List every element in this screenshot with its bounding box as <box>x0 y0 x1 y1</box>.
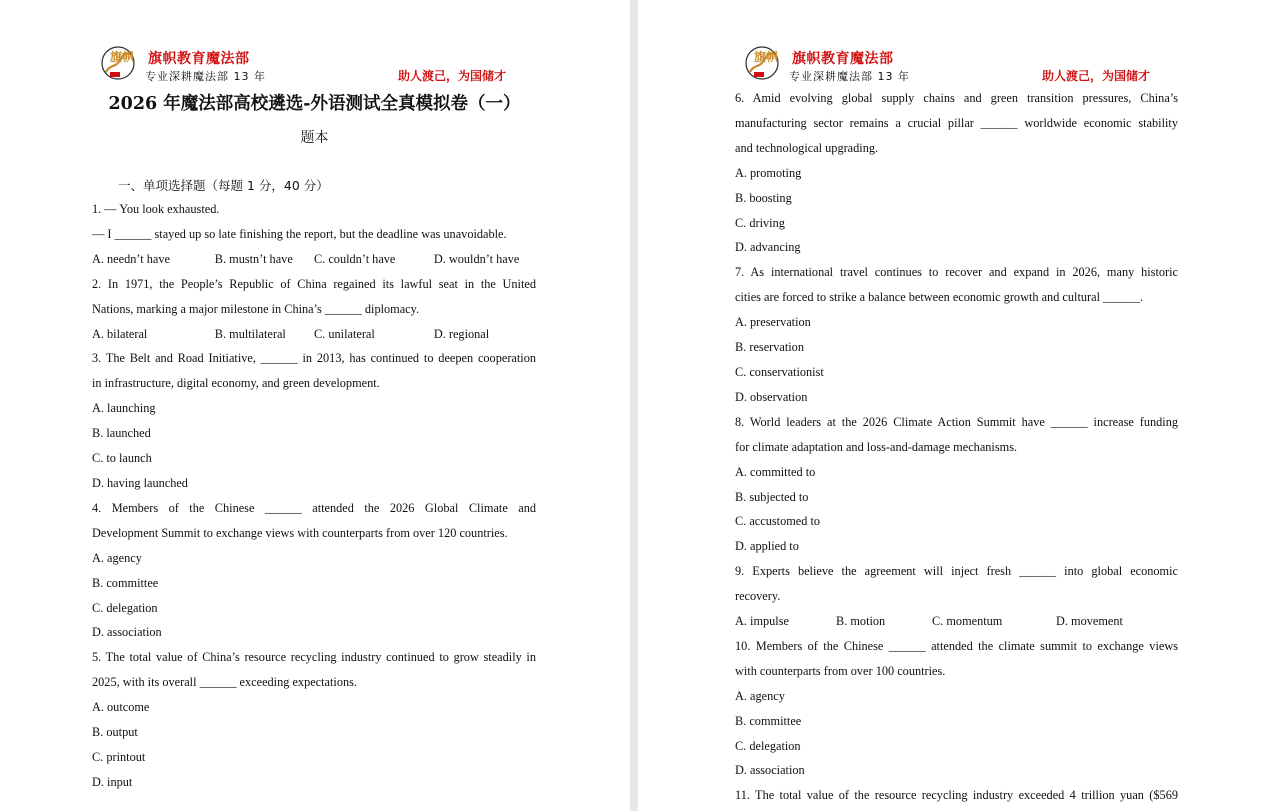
answer-option: B. motion <box>836 614 886 629</box>
svg-text:旗帜: 旗帜 <box>754 50 779 64</box>
answer-option: B. launched <box>92 426 151 441</box>
answer-option: C. to launch <box>92 451 152 466</box>
section-heading: 一、单项选择题（每题 1 分，40 分） <box>118 178 329 193</box>
question-text-line: 8. World leaders at the 2026 Climate Action Summit have ______ increase funding <box>735 414 1178 429</box>
answer-option: C. printout <box>92 749 146 764</box>
question-text-line: 6. Amid evolving global supply chains and green transition pressures, China’s <box>735 91 1178 105</box>
answer-options-row <box>92 322 536 347</box>
answer-option: C. couldn’t have <box>314 251 396 266</box>
question-text-line: Development Summit to exchange views with counterparts from over 120 countries. <box>92 525 508 540</box>
answer-option: C. conservationist <box>735 364 824 379</box>
answer-option: C. delegation <box>92 600 158 615</box>
page-header <box>98 40 538 90</box>
answer-option: B. committee <box>735 713 802 728</box>
logo-seal-icon <box>98 42 138 82</box>
answer-option: A. bilateral <box>92 326 148 341</box>
question-column-left <box>92 197 536 795</box>
answer-option: C. driving <box>735 215 785 230</box>
answer-option: A. agency <box>735 688 785 703</box>
answer-option: D. applied to <box>735 539 799 554</box>
question-text-line: cities are forced to strike a balance between economic growth and cultural ______. <box>735 290 1144 305</box>
answer-options-row <box>92 247 536 272</box>
document-subtitle: 题本 <box>300 130 329 146</box>
question-text-line: 11. The total value of the resource recycling industry exceeded 4 trillion yuan ($569 <box>735 788 1178 803</box>
question-text-line: — I ______ stayed up so late finishing the report, but the deadline was unavoidable. <box>92 226 507 241</box>
answer-option: A. impulse <box>735 614 789 629</box>
question-text-line: 5. The total value of China’s resource recycling industry continued to grow steadily in <box>92 650 536 665</box>
answer-option: B. boosting <box>735 190 792 205</box>
org-name: 旗帜教育魔法部 <box>792 51 894 67</box>
answer-option: D. regional <box>433 326 490 341</box>
answer-option: D. input <box>92 774 133 789</box>
answer-option: B. multilateral <box>214 326 286 341</box>
question-text-line: 1. — You look exhausted. <box>92 202 220 216</box>
answer-option: A. agency <box>92 550 142 565</box>
org-motto: 助人渡己，为国储才 <box>398 69 507 83</box>
answer-option: C. unilateral <box>314 326 375 341</box>
answer-option: A. committed to <box>735 464 816 479</box>
answer-option: A. promoting <box>735 165 802 180</box>
org-tagline: 专业深耕魔法部 13 年 <box>145 70 266 83</box>
org-name: 旗帜教育魔法部 <box>148 51 250 67</box>
answer-option: D. having launched <box>92 475 188 490</box>
question-text-line: manufacturing sector remains a crucial pillar ______ worldwide economic stability <box>735 115 1178 130</box>
logo-seal-icon <box>742 42 782 82</box>
question-text-line: 7. As international travel continues to recover and expand in 2026, many historic <box>735 265 1178 280</box>
document-page-left <box>0 0 630 811</box>
question-text-line: 3. The Belt and Road Initiative, ______ in 2013, has continued to deepen cooperation <box>92 351 536 366</box>
question-text-line: recovery. <box>735 589 781 604</box>
answer-option: B. subjected to <box>735 489 809 504</box>
answer-option: B. output <box>92 725 138 740</box>
answer-option: C. delegation <box>735 738 801 753</box>
question-text-line: Nations, marking a major milestone in China’s ______ diplomacy. <box>92 301 420 316</box>
page-header <box>742 40 1182 90</box>
question-text-line: in infrastructure, digital economy, and green development. <box>92 376 380 391</box>
answer-option: B. mustn’t have <box>214 251 293 266</box>
question-column-right <box>735 86 1178 808</box>
answer-option: D. movement <box>1056 614 1123 629</box>
svg-text:旗帜: 旗帜 <box>110 50 135 64</box>
answer-option: B. committee <box>92 575 159 590</box>
question-text-line: 9. Experts believe the agreement will inject fresh ______ into global economic <box>735 564 1178 579</box>
question-text-line: 10. Members of the Chinese ______ attended the climate summit to exchange views <box>735 638 1178 653</box>
document-page-right <box>638 0 1270 811</box>
answer-options-row <box>735 609 1178 634</box>
answer-option: D. wouldn’t have <box>433 251 520 266</box>
answer-option: C. momentum <box>932 614 1003 629</box>
question-text-line: 2025, with its overall ______ exceeding expectations. <box>92 675 358 690</box>
answer-option: A. outcome <box>92 700 150 715</box>
answer-option: C. accustomed to <box>735 514 821 529</box>
org-motto: 助人渡己，为国储才 <box>1042 69 1151 83</box>
question-text-line: with counterparts from over 100 countries. <box>735 663 946 678</box>
answer-option: D. association <box>92 625 162 640</box>
document-title: 2026 年魔法部高校遴选-外语测试全真模拟卷（一） <box>108 94 521 114</box>
answer-option: D. association <box>735 763 805 778</box>
question-text-line: 2. In 1971, the People’s Republic of China regained its lawful seat in the United <box>92 276 536 291</box>
answer-option: A. launching <box>92 401 156 416</box>
question-text-line: 4. Members of the Chinese ______ attended the 2026 Global Climate and <box>92 500 536 515</box>
answer-option: A. preservation <box>735 315 811 330</box>
answer-option: A. needn’t have <box>92 251 170 266</box>
question-text-line: and technological upgrading. <box>735 140 879 155</box>
answer-option: B. reservation <box>735 340 804 355</box>
answer-option: D. observation <box>735 389 808 404</box>
answer-option: D. advancing <box>735 240 801 255</box>
org-tagline: 专业深耕魔法部 13 年 <box>789 70 910 83</box>
question-text-line: for climate adaptation and loss-and-damage mechanisms. <box>735 439 1018 454</box>
